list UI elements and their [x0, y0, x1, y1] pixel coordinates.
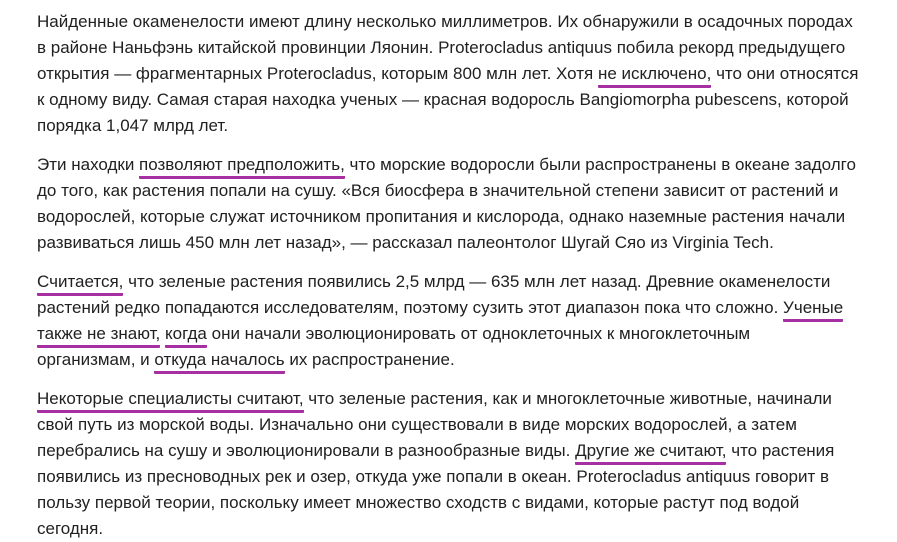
- text-segment: свой путь из морской воды. Изначально они существовали в виде морских водорослей, а затем: [37, 415, 797, 434]
- annotated-phrase: позволяют предположить,: [139, 155, 345, 179]
- text-segment: перебрались на сушу и эволюционировали в разнообразные виды.: [37, 441, 576, 460]
- text-segment: что зеленые растения появились 2,5 млрд — 635 млн лет назад. Древние окаменелости: [123, 272, 831, 291]
- text-line: [37, 295, 877, 321]
- text-line: [37, 438, 877, 464]
- text-segment: они начали эволюционировать от одноклеточных к многоклеточным: [206, 324, 751, 343]
- paragraph: [37, 269, 877, 373]
- text-segment: пользу первой теории, поскольку имеет множество сходств с видами, которые растут под водой: [37, 493, 800, 512]
- paragraph: [37, 9, 877, 139]
- text-line: [37, 321, 877, 347]
- text-segment: их распространение.: [284, 350, 455, 369]
- text-line: [37, 412, 877, 438]
- text-line: [37, 152, 877, 178]
- text-segment: организмам, и: [37, 350, 155, 369]
- text-line: [37, 35, 877, 61]
- text-segment: открытия — фрагментарных Proterocladus, которым 800 млн лет. Хотя: [37, 64, 598, 83]
- annotated-phrase: Другие же считают,: [575, 441, 726, 465]
- text-segment: что они относятся: [711, 64, 859, 83]
- text-line: [37, 516, 877, 542]
- text-line: [37, 347, 877, 373]
- text-segment: до того, как растения попали на сушу. «Вся биосфера в значительной степени зависит от растений и: [37, 181, 839, 200]
- annotated-phrase: также не знают,: [37, 324, 160, 348]
- annotated-phrase: не исключено,: [598, 64, 711, 88]
- text-line: [37, 490, 877, 516]
- text-segment: Найденные окаменелости имеют длину несколько миллиметров. Их обнаружили в осадочных породах: [37, 12, 853, 31]
- text-line: [37, 269, 877, 295]
- text-segment: сегодня.: [37, 519, 104, 538]
- text-segment: растений редко попадаются исследователям, поэтому сузить этот диапазон пока что сложно.: [37, 298, 784, 317]
- text-line: [37, 9, 877, 35]
- text-segment: водорослей, которые служат источником пропитания и кислорода, однако наземные растения начали: [37, 207, 846, 226]
- paragraph: [37, 152, 877, 256]
- annotated-phrase: Ученые: [783, 298, 843, 322]
- text-segment: что зеленые растения, как и многоклеточные животные, начинали: [303, 389, 832, 408]
- text-segment: развиваться лишь 450 млн лет назад», — рассказал палеонтолог Шугай Сяо из Virginia Tech.: [37, 233, 774, 252]
- annotated-phrase: когда: [165, 324, 207, 348]
- text-line: [37, 386, 877, 412]
- text-segment: в районе Наньфэнь китайской провинции Ляонин. Proterocladus antiquus побила рекорд предыдущего: [37, 38, 846, 57]
- paragraph: [37, 386, 877, 542]
- text-segment: к одному виду. Самая старая находка ученых — красная водоросль Bangiomorpha pubescens, которой: [37, 90, 849, 109]
- text-segment: что морские водоросли были распространены в океане задолго: [344, 155, 856, 174]
- text-line: [37, 113, 877, 139]
- text-line: [37, 204, 877, 230]
- text-line: [37, 178, 877, 204]
- text-segment: Эти находки: [37, 155, 140, 174]
- annotated-phrase: Некоторые специалисты считают,: [37, 389, 304, 413]
- text-segment: порядка 1,047 млрд лет.: [37, 116, 229, 135]
- text-segment: что растения: [726, 441, 835, 460]
- annotated-phrase: Считается,: [37, 272, 123, 296]
- text-line: [37, 61, 877, 87]
- text-line: [37, 87, 877, 113]
- text-segment: появились из пресноводных рек и озер, откуда уже попали в океан. Proterocladus antiquus говорит в: [37, 467, 830, 486]
- annotated-phrase: откуда началось: [154, 350, 284, 374]
- text-line: [37, 230, 877, 256]
- text-line: [37, 464, 877, 490]
